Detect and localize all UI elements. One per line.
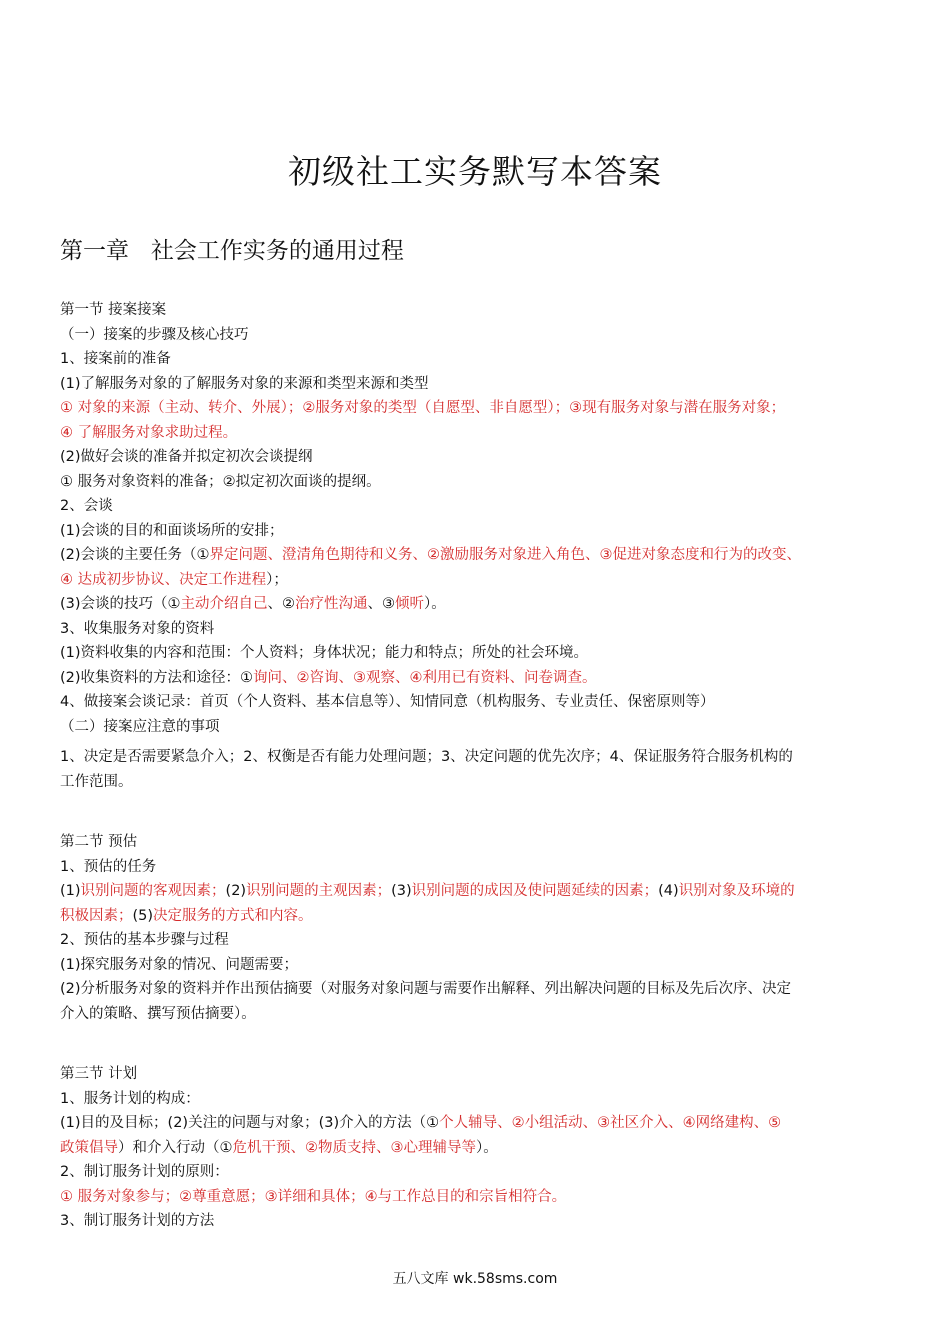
answer-span: ④ 达成初步协议、决定工作进程 [60, 571, 267, 588]
paragraph [60, 543, 896, 568]
paragraph: (1)资料收集的内容和范围：个人资料；身体状况；能力和特点；所处的社会环境。 [60, 645, 589, 661]
section-heading: 第二节 预估 [60, 834, 138, 850]
item-heading: 2、制订服务计划的原则： [60, 1164, 229, 1180]
footer-watermark: 五八文库 wk.58sms.com [392, 1271, 558, 1287]
text-span: ）。 [424, 596, 446, 612]
paragraph [60, 879, 896, 904]
text-span: (2)会谈的主要任务（① [60, 547, 210, 563]
paragraph: (1)了解服务对象的了解服务对象的来源和类型来源和类型 [60, 375, 429, 392]
answer-span: 识别问题的成因及使问题延续的因素； [411, 883, 659, 899]
chapter-heading: 第一章 社会工作实务的通用过程 [60, 238, 404, 264]
answer-span: 识别问题的客观因素； [80, 883, 226, 899]
item-heading: 2、会谈 [60, 498, 113, 514]
document-title: 初级社工实务默写本答案 [288, 152, 662, 191]
answer-span: 主动介绍自己 [180, 596, 268, 612]
answer-line: ① 对象的来源（主动、转介、外展）；②服务对象的类型（自愿型、非自愿型）；③现有服务对象与潜在服务对象； [60, 400, 786, 416]
text-span: ）； [266, 571, 288, 588]
paragraph: (1)探究服务对象的情况、问题需要； [60, 956, 299, 973]
text-span: 、③ [367, 596, 396, 612]
answer-line: ① 服务对象参与；②尊重意愿；③详细和具体；④与工作总目的和宗旨相符合。 [60, 1188, 567, 1205]
answer-span: 治疗性沟通 [295, 596, 368, 612]
section-heading: 第一节 接案接案 [60, 302, 167, 318]
paragraph [60, 666, 896, 691]
text-span: (3)会谈的技巧（① [60, 596, 181, 612]
item-heading: 3、制订服务计划的方法 [60, 1213, 215, 1229]
paragraph: 1、决定是否需要紧急介入；2、权衡是否有能力处理问题；3、决定问题的优先次序；4、保证服务符合服务机构的 [60, 749, 793, 765]
paragraph [60, 592, 896, 617]
paragraph: (1)会谈的目的和面谈场所的安排； [60, 522, 284, 539]
text-span: (2)收集资料的方法和途径：① [60, 669, 254, 686]
answer-span: 危机干预、②物质支持、③心理辅导等 [232, 1139, 476, 1156]
subsection-heading: （一）接案的步骤及核心技巧 [60, 326, 249, 343]
answer-span: 询问、②咨询、③观察、④利用已有资料、问卷调查。 [253, 669, 597, 686]
answer-span: 政策倡导 [60, 1139, 118, 1156]
paragraph [60, 1111, 896, 1136]
answer-span: 个人辅导、②小组活动、③社区介入、④网络建构、⑤ [439, 1115, 782, 1131]
paragraph [60, 568, 896, 593]
item-heading: 4、做接案会谈记录：首页（个人资料、基本信息等）、知情同意（机构服务、专业责任、保密原则等） [60, 694, 715, 710]
paragraph [60, 904, 896, 929]
document-body [60, 298, 896, 1234]
paragraph: 介入的策略、撰写预估摘要）。 [60, 1005, 256, 1022]
answer-span: 识别问题的主观因素； [246, 883, 392, 899]
answer-span: 界定问题、澄清角色期待和义务、②激励服务对象进入角色、③促进对象态度和行为的改变、 [209, 547, 802, 563]
section-heading: 第三节 计划 [60, 1066, 138, 1082]
paragraph: (2)做好会谈的准备并拟定初次会谈提纲 [60, 449, 313, 465]
answer-line: ④ 了解服务对象求助过程。 [60, 424, 238, 441]
text-span: (4) [658, 883, 679, 899]
answer-span: 积极因素； [60, 907, 133, 924]
item-heading: 1、服务计划的构成： [60, 1090, 200, 1107]
item-heading: 3、收集服务对象的资料 [60, 620, 215, 637]
answer-span: 识别对象及环境的 [678, 883, 795, 899]
paragraph: 工作范围。 [60, 773, 133, 790]
text-span: ）和介入行动（① [118, 1139, 233, 1156]
paragraph [60, 1136, 896, 1161]
answer-span: 决定服务的方式和内容。 [153, 907, 313, 924]
item-heading: 2、预估的基本步骤与过程 [60, 932, 229, 948]
text-span: 、② [267, 596, 296, 612]
item-heading: 1、预估的任务 [60, 858, 157, 875]
item-heading: 1、接案前的准备 [60, 351, 171, 367]
paragraph: ① 服务对象资料的准备；②拟定初次面谈的提纲。 [60, 473, 381, 490]
answer-span: 倾听 [395, 596, 425, 612]
text-span: (2) [225, 883, 247, 899]
text-span: (1)目的及目标；(2)关注的问题与对象；(3)介入的方法（① [60, 1115, 440, 1131]
paragraph: (2)分析服务对象的资料并作出预估摘要（对服务对象问题与需要作出解释、列出解决问题的目标及先后次序、决定 [60, 981, 792, 997]
subsection-heading: （二）接案应注意的事项 [60, 718, 220, 735]
text-span: (3) [391, 883, 412, 899]
text-span: ）。 [476, 1139, 498, 1156]
text-span: (1) [60, 883, 81, 899]
text-span: (5) [132, 907, 154, 924]
